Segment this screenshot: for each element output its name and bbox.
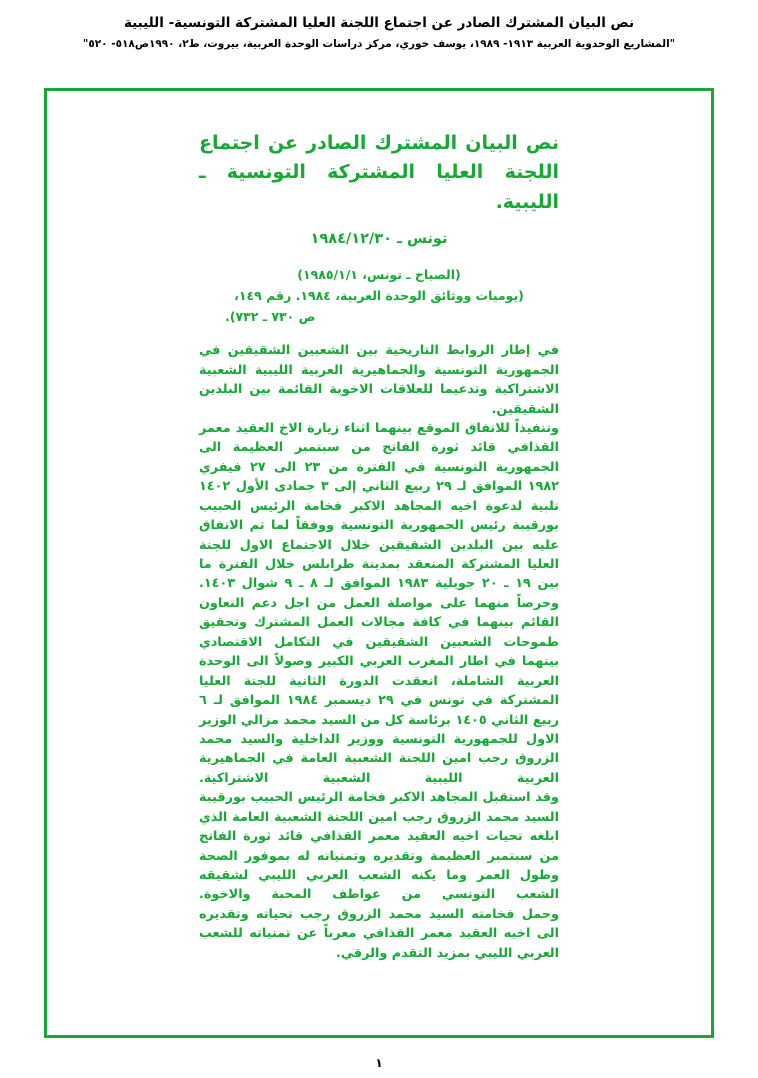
green-border-frame xyxy=(44,88,714,1038)
paragraph-2: وتنفيذاً للاتفاق الموقع بينهما اثناء زيارة الاخ العقيد معمر القذافي قائد ثورة الفاتح من سبتمبر العظيمة الى الجمهورية التونسية في الفترة من ٢٣ الى ٢٧ فيفري ١٩٨٢ الموافق لـ ٢٩ ربيع الثاني إلى ٣ جمادى الأول ١٤٠٢ تلبية لدعوة اخيه المجاهد الاكبر فخامة الرئيس الحبيب بورقيبة رئيس الجمهورية التونسية ووفقاً لما تم الاتفاق عليه بين البلدين الشقيقين خلال الاجتماع الاول للجنة العليا المشتركة المنعقد بمدينة طرابلس خلال الفترة ما بين ١٩ ـ ٢٠ جويلية ١٩٨٣ الموافق لـ ٨ ـ ٩ شوال ١٤٠٣. xyxy=(199,420,560,592)
header-title: نص البيان المشترك الصادر عن اجتماع اللجنة العليا المشتركة التونسية- الليبية xyxy=(123,15,635,31)
publication-info xyxy=(199,265,559,327)
publication-line-2: (يوميات ووثائق الوحدة العربية، ١٩٨٤. رقم ١٤٩، xyxy=(234,287,524,303)
paragraph-3: وحرصاً منهما على مواصلة العمل من اجل دعم التعاون القائم بينهما في كافة مجالات العمل المشترك وتحقيق طموحات الشعبين الشقيقين في التكامل الاقتصادي بينهما في اطار المغرب العربي الكبير وصولاً الى الوحدة العربية الشاملة، انعقدت الدورة الثانية للجنة العليا المشتركة في تونس في ٢٩ ديسمبر ١٩٨٤ الموافق لـ ٦ ربيع الثاني ١٤٠٥ برئاسة كل من السيد محمد مزالي الوزير الاول للجمهورية التونسية ووزير الداخلية والسيد محمد الزروق رجب امين اللجنة الشعبية العامة في الجماهيرية العربية الليبية الشعبية الاشتراكية. xyxy=(199,595,559,786)
document-content xyxy=(199,115,559,1025)
document-title: نص البيان المشترك الصادر عن اجتماع اللجنة العليا المشتركة التونسية ـ الليبية. xyxy=(199,132,559,213)
document-date: تونس ـ ١٩٨٤/١٢/٣٠ xyxy=(310,231,448,248)
publication-line-1: (الصباح ـ تونس، ١٩٨٥/١/١) xyxy=(297,267,461,283)
paragraph-5: وحمل فخامته السيد محمد الزروق رجب تحياته وتقديره الى اخيه العقيد معمر القذافي معرباً عن تمنياته للشعب العربي الليبي بمزيد التقدم والرقي. xyxy=(199,906,559,961)
publication-line-3: ص ٧٣٠ ـ ٧٣٢). xyxy=(225,308,316,324)
page-number: ١ xyxy=(375,1056,383,1070)
paragraph-1: في إطار الروابط التاريخية بين الشعبين الشقيقين في الجمهورية التونسية والجماهيرية العربية الليبية الشعبية الاشتراكية وتدعيما للعلاقات الاخوية القائمة بين البلدين الشقيقين. xyxy=(199,343,559,417)
header-source: "المشاريع الوحدوية العربية ١٩١٣- ١٩٨٩، يوسف خوري، مركز دراسات الوحدة العربية، بيروت، ط٢، ١٩٩٠ص٥١٨- ٥٢٠" xyxy=(82,37,676,50)
paragraph-4: وقد استقبل المجاهد الاكبر فخامة الرئيس الحبيب بورقيبة السيد محمد الزروق رجب امين اللجنة الشعبية العامة الذي ابلغه تحيات اخيه العقيد معمر القذافي قائد ثورة الفاتح من سبتمبر العظيمة وتقديره وتمنياته له بموفور الصحة وطول العمر وما يكنه الشعب العربي الليبي لشقيقه الشعب التونسي من عواطف المحبة والاخوة. xyxy=(199,790,559,903)
page-header xyxy=(0,0,758,52)
document-body xyxy=(199,341,559,963)
